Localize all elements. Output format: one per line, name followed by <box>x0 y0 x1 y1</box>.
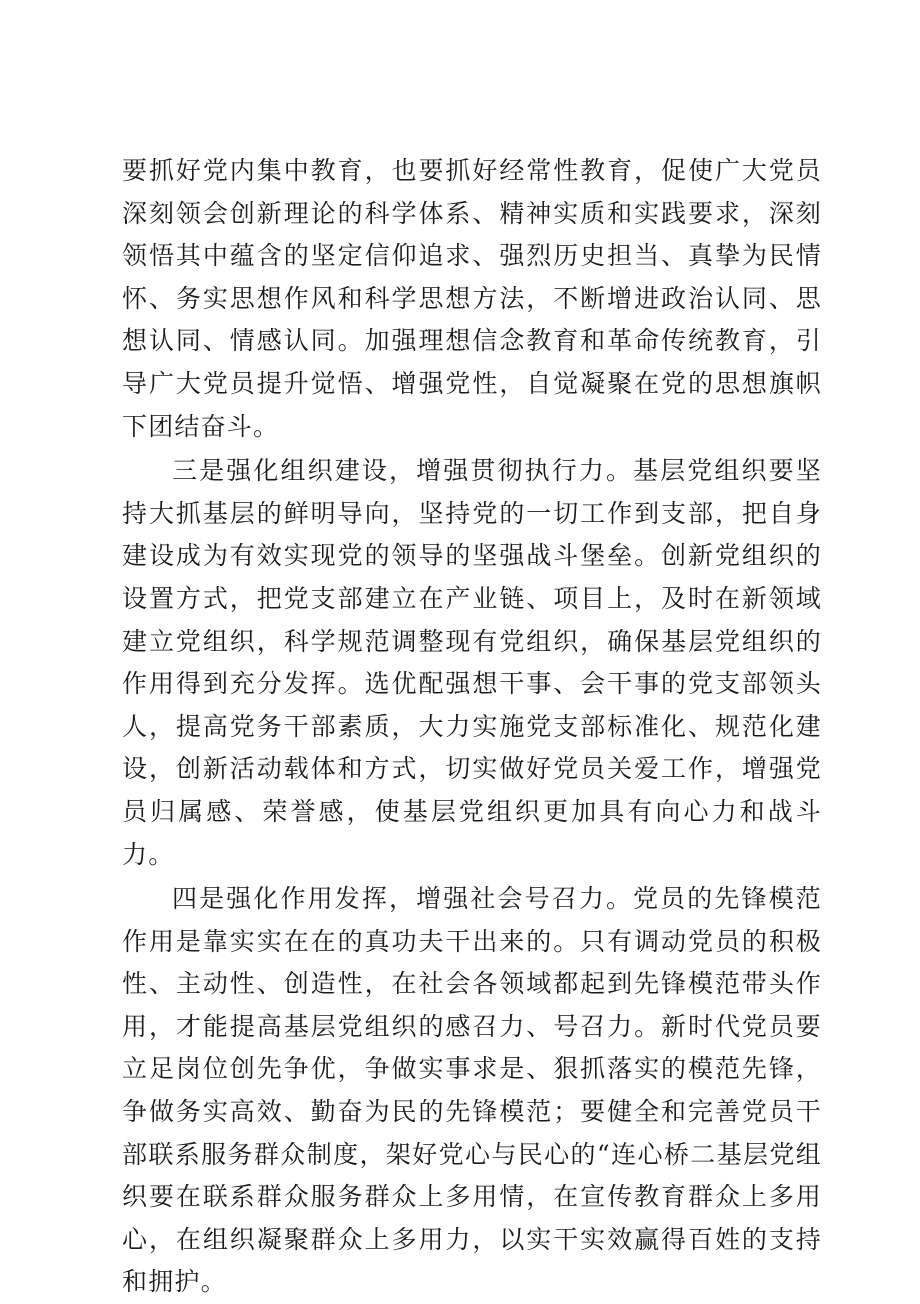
paragraph-role-exertion: 四是强化作用发挥，增强社会号召力。党员的先锋模范作用是靠实实在在的真功夫干出来的。只有调动党员的积极性、主动性、创造性，在社会各领域都起到先锋模范带头作用，才能提高基层党组织的感召力、号召力。新时代党员要立足岗位创先争优，争做实事求是、狠抓落实的模范先锋，争做务实高效、勤奋为民的先锋模范；要健全和完善党员干部联系服务群众制度，架好党心与民心的“连心桥二基层党组织要在联系群众服务群众上多用情，在宣传教育群众上多用心，在组织凝聚群众上多用力，以实干实效赢得百姓的支持和拥护。 <box>122 884 822 1297</box>
paragraph-continuation: 要抓好党内集中教育，也要抓好经常性教育，促使广大党员深刻领会创新理论的科学体系、精神实质和实践要求，深刻领悟其中蕴含的坚定信仰追求、强烈历史担当、真挚为民情怀、务实思想作风和科学思想方法，不断增进政治认同、思想认同、情感认同。加强理想信念教育和革命传统教育，引导广大党员提升觉悟、增强党性，自觉凝聚在党的思想旗帜下团结奋斗。 <box>122 156 822 441</box>
paragraph-organization-building: 三是强化组织建设，增强贯彻执行力。基层党组织要坚持大抓基层的鲜明导向，坚持党的一切工作到支部，把自身建设成为有效实现党的领导的坚强战斗堡垒。创新党组织的设置方式，把党支部建立在产业链、项目上，及时在新领域建立党组织，科学规范调整现有党组织，确保基层党组织的作用得到充分发挥。选优配强想干事、会干事的党支部领头人，提高党务干部素质，大力实施党支部标准化、规范化建设，创新活动载体和方式，切实做好党员关爱工作，增强党员归属感、荣誉感，使基层党组织更加具有向心力和战斗力。 <box>122 456 822 869</box>
document-body <box>122 150 822 1304</box>
